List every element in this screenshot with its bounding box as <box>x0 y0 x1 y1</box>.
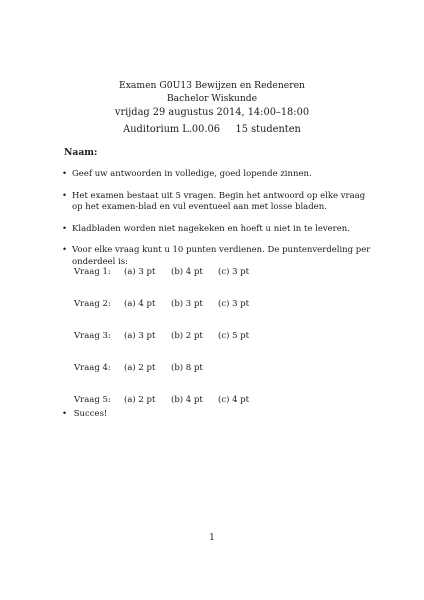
part-points: (a) 2 pt <box>124 363 156 373</box>
question-label: Vraag 1: <box>74 267 111 277</box>
question-label: Vraag 2: <box>74 299 111 309</box>
part-points: (c) 5 pt <box>218 331 250 341</box>
part-points: (a) 4 pt <box>124 299 156 309</box>
question-label: Vraag 5: <box>74 395 111 405</box>
final-item <box>62 409 107 419</box>
instruction-item <box>62 191 372 214</box>
bullet-icon: • <box>62 169 68 179</box>
instruction-item <box>62 245 372 268</box>
instructions-list <box>62 169 372 278</box>
bullet-icon: • <box>62 190 68 201</box>
instruction-item <box>62 169 372 181</box>
instruction-text: Het examen bestaat uit 5 vragen. Begin het antwoord op elke vraag op het examen-blad en vul eventueel aan met losse bladen. <box>72 190 366 212</box>
exam-title: Examen G0U13 Bewijzen en Redeneren <box>119 80 305 91</box>
part-points: (b) 3 pt <box>171 299 203 309</box>
instruction-item <box>62 224 372 236</box>
name-label: Naam: <box>64 147 98 158</box>
part-points: (a) 3 pt <box>124 267 156 277</box>
instruction-text: Geef uw antwoorden in volledige, goed lopende zinnen. <box>72 169 312 179</box>
part-points: (b) 4 pt <box>171 395 203 405</box>
exam-program: Bachelor Wiskunde <box>166 93 258 104</box>
exam-date: vrijdag 29 augustus 2014, 14:00–18:00 <box>114 107 310 118</box>
part-points: (c) 3 pt <box>218 267 250 277</box>
part-points: (c) 4 pt <box>218 395 250 405</box>
instruction-text: Voor elke vraag kunt u 10 punten verdienen. De puntenverdeling per onderdeel is: <box>72 245 371 267</box>
instruction-text: Kladbladen worden niet nagekeken en hoeft u niet in te leveren. <box>72 223 350 234</box>
bullet-icon: • <box>62 223 68 234</box>
part-points: (b) 2 pt <box>171 331 203 341</box>
exam-location: Auditorium L.00.06 15 studenten <box>123 124 301 135</box>
question-label: Vraag 3: <box>74 331 111 341</box>
part-points: (a) 2 pt <box>124 395 156 405</box>
bullet-icon: • <box>62 245 68 255</box>
bullet-icon: • <box>62 409 68 419</box>
final-text: Succes! <box>73 409 108 419</box>
part-points: (b) 4 pt <box>171 267 203 277</box>
part-points: (b) 8 pt <box>171 363 203 373</box>
question-label: Vraag 4: <box>74 363 111 373</box>
page-number: 1 <box>209 533 215 543</box>
part-points: (c) 3 pt <box>218 299 250 309</box>
part-points: (a) 3 pt <box>124 331 156 341</box>
